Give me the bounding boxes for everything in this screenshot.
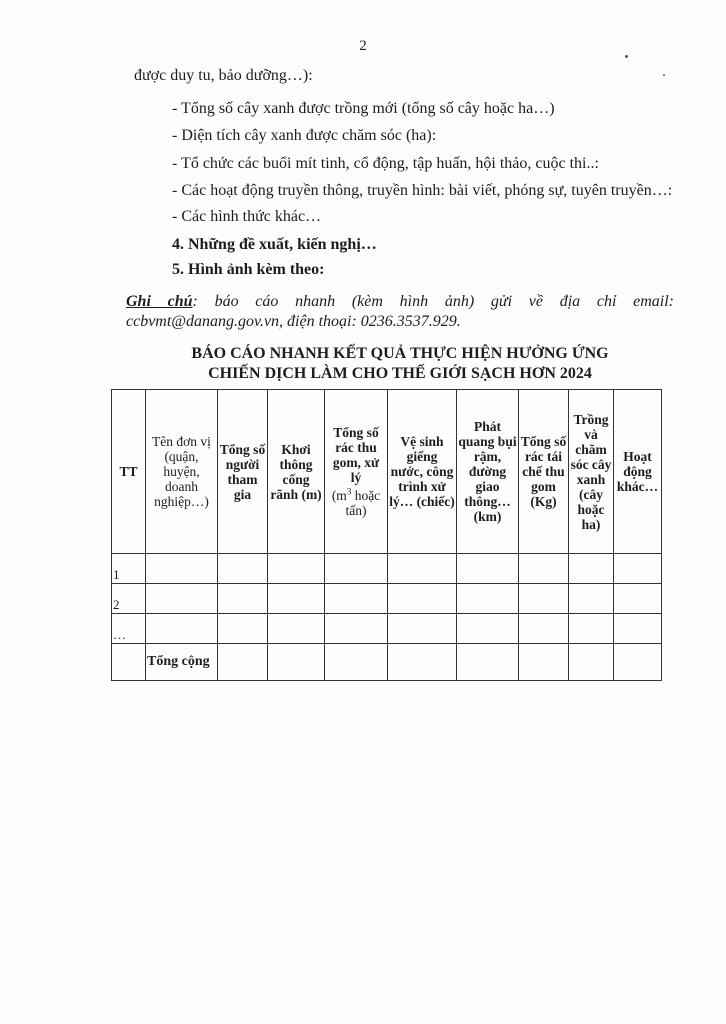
header-trees: Trồng và chăm sóc cây xanh (cây hoặc ha): [569, 390, 614, 554]
report-title-line-2: CHIẾN DỊCH LÀM CHO THẾ GIỚI SẠCH HƠN 2024: [208, 365, 592, 382]
bullet-trees-cared: - Diện tích cây xanh được chăm sóc (ha):: [172, 127, 437, 144]
table-row: [112, 614, 662, 644]
row-number: …: [112, 614, 146, 644]
section-4-heading: 4. Những đề xuất, kiến nghị…: [172, 236, 377, 253]
scan-speck: [625, 55, 628, 58]
bullet-media: - Các hoạt động truyền thông, truyền hình: bài viết, phóng sự, tuyên truyền…:: [172, 182, 673, 199]
header-tt: TT: [112, 390, 146, 554]
intro-line: được duy tu, bảo dưỡng…):: [134, 67, 313, 84]
row-number: 2: [112, 584, 146, 614]
table-header-row: [112, 390, 662, 554]
bullet-other: - Các hình thức khác…: [172, 208, 322, 225]
header-other: Hoạt động khác…: [614, 390, 662, 554]
scan-speck: [663, 74, 665, 76]
table-row: [112, 554, 662, 584]
section-5-heading: 5. Hình ảnh kèm theo:: [172, 261, 325, 278]
note-label: Ghi chú: [126, 293, 193, 310]
header-clearing: Phát quang bụi rậm, đường giao thông… (km): [457, 390, 519, 554]
header-waste-collected-label: Tổng số rác thu gom, xử lý: [332, 424, 380, 485]
header-participants: Tổng số người tham gia: [218, 390, 268, 554]
header-drainage: Khơi thông cống rãnh (m): [268, 390, 325, 554]
report-title-line-1: BÁO CÁO NHANH KẾT QUẢ THỰC HIỆN HƯỞNG ỨNG: [191, 345, 609, 362]
report-table: [111, 389, 662, 681]
header-unit-name: Tên đơn vị (quận, huyện, doanh nghiệp…): [146, 390, 218, 554]
bullet-events: - Tổ chức các buổi mít tinh, cổ động, tập huấn, hội thảo, cuộc thi..:: [172, 155, 599, 172]
header-waste-collected: [325, 390, 388, 554]
note-text: : báo cáo nhanh (kèm hình ảnh) gửi về địa chỉ email: ccbvmt@danang.gov.vn, điện thoại: 0236.3537.929.: [126, 293, 675, 330]
bullet-trees-planted: - Tổng số cây xanh được trồng mới (tổng số cây hoặc ha…): [172, 100, 555, 117]
total-label: Tổng cộng: [146, 644, 218, 681]
row-number: 1: [112, 554, 146, 584]
header-waste-collected-unit: ($m^3$ hoặc tấn): [331, 486, 381, 519]
header-wells: Vệ sinh giếng nước, công trình xử lý… (chiếc): [388, 390, 457, 554]
note-paragraph: [126, 292, 674, 332]
table-row: [112, 584, 662, 614]
header-recycled: Tổng số rác tái chế thu gom (Kg): [519, 390, 569, 554]
page-number: 2: [359, 38, 367, 54]
table-total-row: [112, 644, 662, 681]
